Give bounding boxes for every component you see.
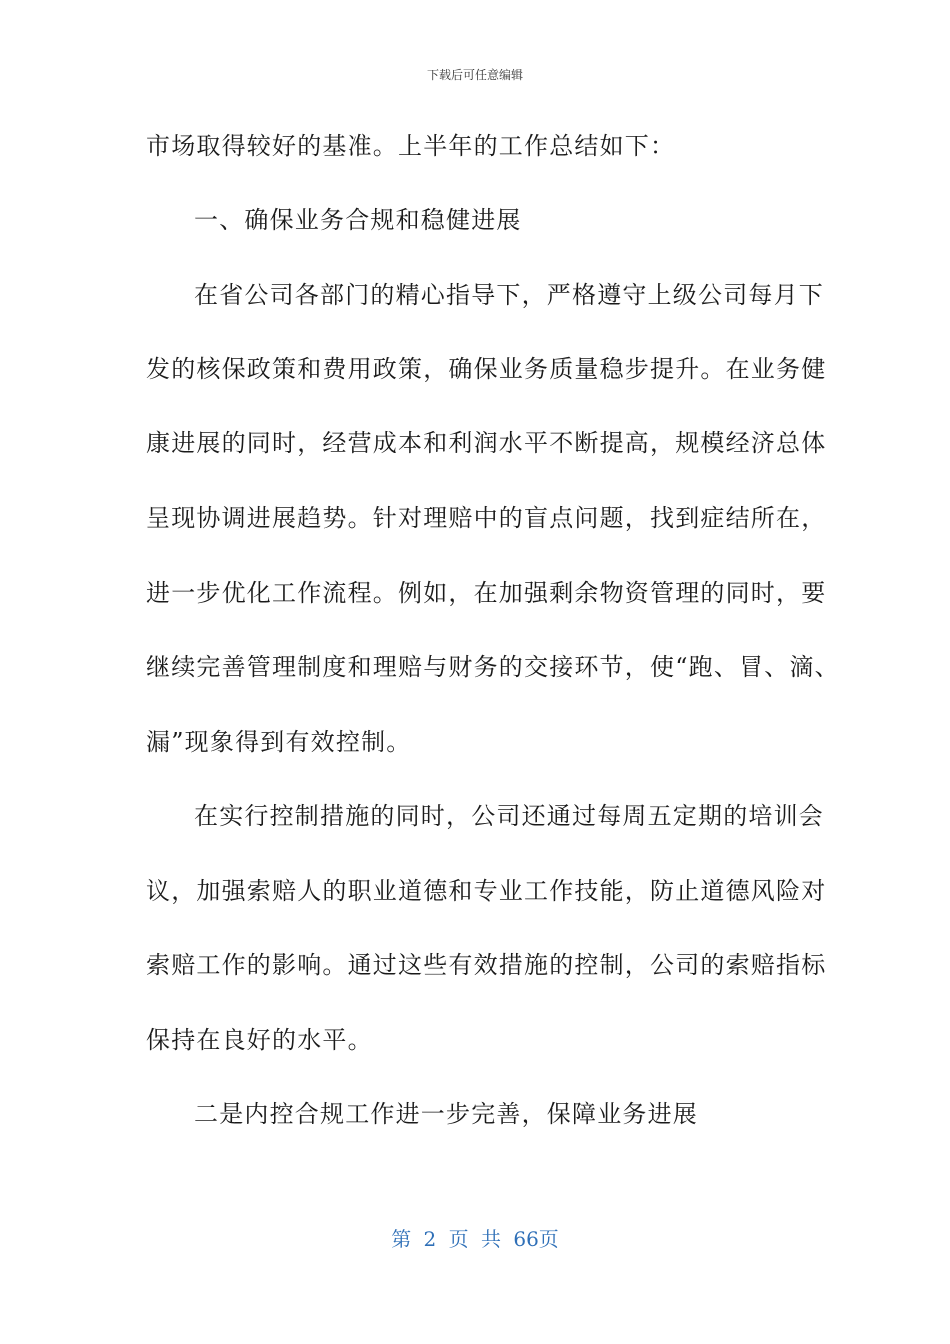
body-line: 保持在良好的水平。 xyxy=(146,1026,373,1054)
body-line: 漏”现象得到有效控制。 xyxy=(146,728,412,756)
body-line: 呈现协调进展趋势。针对理赔中的盲点问题，找到症结所在， xyxy=(146,504,827,532)
body-line: 发的核保政策和费用政策，确保业务质量稳步提升。在业务健 xyxy=(146,355,827,383)
page-number: 第 2 页 共 66页 xyxy=(391,1227,559,1251)
body-line: 继续完善管理制度和理赔与财务的交接环节，使“跑、冒、滴、 xyxy=(146,653,840,681)
body-line: 康进展的同时，经营成本和利润水平不断提高，规模经济总体 xyxy=(146,429,827,457)
page-header-note: 下载后可任意编辑 xyxy=(426,68,523,82)
body-line: 议，加强索赔人的职业道德和专业工作技能，防止道德风险对 xyxy=(146,877,827,905)
body-line: 市场取得较好的基准。上半年的工作总结如下： xyxy=(146,132,676,160)
section-heading: 一、确保业务合规和稳健进展 xyxy=(194,206,522,234)
body-line: 进一步优化工作流程。例如，在加强剩余物资管理的同时，要 xyxy=(146,579,827,607)
body-line: 在实行控制措施的同时，公司还通过每周五定期的培训会 xyxy=(194,802,824,830)
body-line: 在省公司各部门的精心指导下，严格遵守上级公司每月下 xyxy=(194,281,824,309)
section-heading: 二是内控合规工作进一步完善，保障业务进展 xyxy=(194,1100,698,1128)
body-line: 索赔工作的影响。通过这些有效措施的控制，公司的索赔指标 xyxy=(146,951,827,979)
